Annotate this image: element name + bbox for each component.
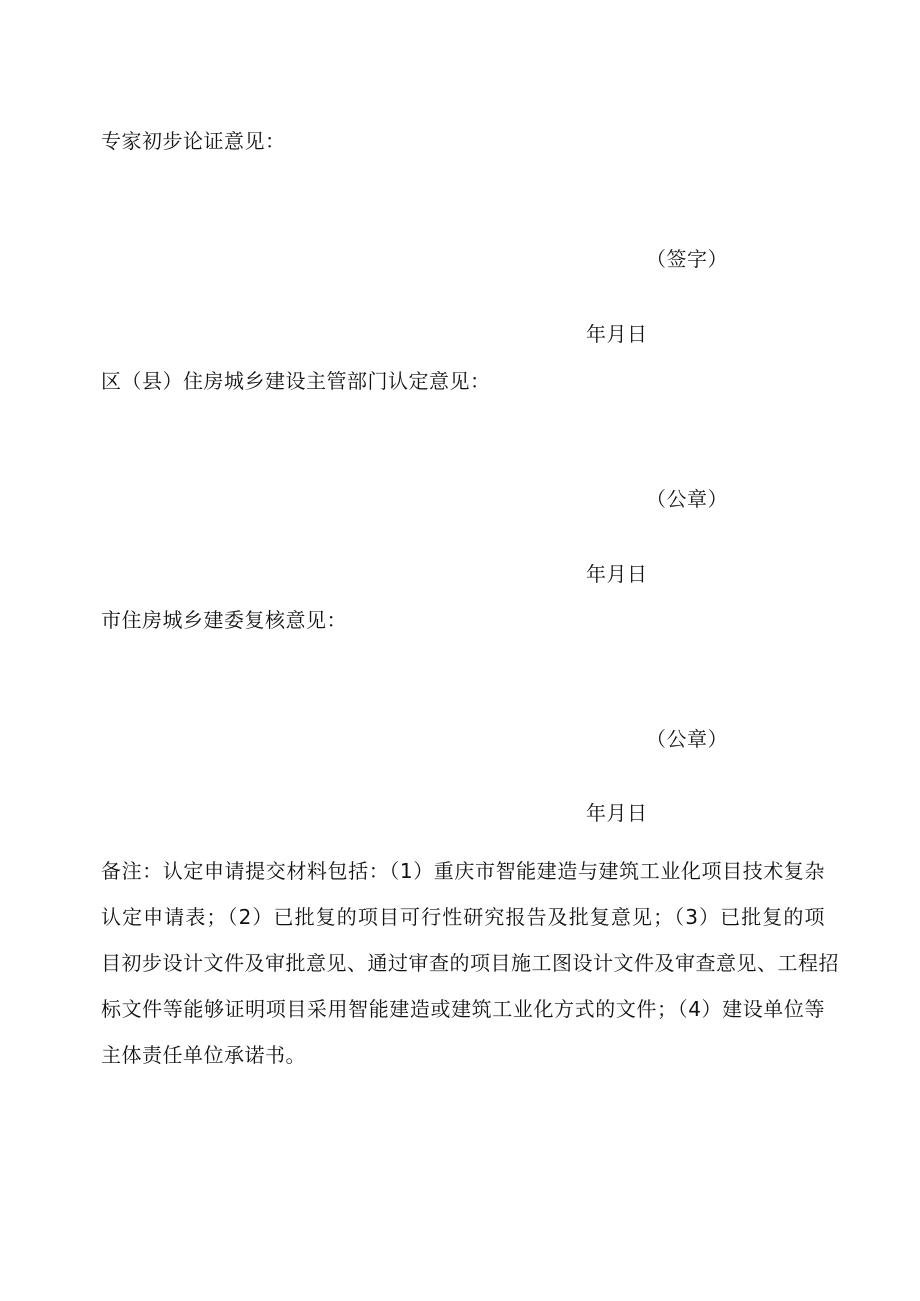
remarks-line: 主体责任单位承诺书。	[101, 1043, 306, 1067]
expert-opinion-heading: 专家初步论证意见：	[101, 129, 286, 153]
district-seal-mark: （公章）	[646, 487, 728, 511]
remarks-line: 标文件等能够证明项目采用智能建造或建筑工业化方式的文件；（4）建设单位等	[101, 997, 825, 1021]
municipal-seal-mark: （公章）	[646, 727, 728, 751]
expert-opinion-date: 年月日	[586, 322, 648, 346]
remarks-paragraph	[101, 848, 839, 1078]
remarks-line: 备注：认定申请提交材料包括：（1）重庆市智能建造与建筑工业化项目技术复杂	[101, 859, 825, 883]
district-opinion-heading: 区（县）住房城乡建设主管部门认定意见：	[101, 369, 491, 393]
district-opinion-date: 年月日	[586, 562, 648, 586]
signature-mark: （签字）	[646, 247, 728, 271]
remarks-line: 认定申请表；（2）已批复的项目可行性研究报告及批复意见；（3）已批复的项	[101, 905, 825, 929]
municipal-review-date: 年月日	[586, 801, 648, 825]
remarks-line: 目初步设计文件及审批意见、通过审查的项目施工图设计文件及审查意见、工程招	[101, 951, 839, 975]
municipal-review-heading: 市住房城乡建委复核意见：	[101, 608, 347, 632]
